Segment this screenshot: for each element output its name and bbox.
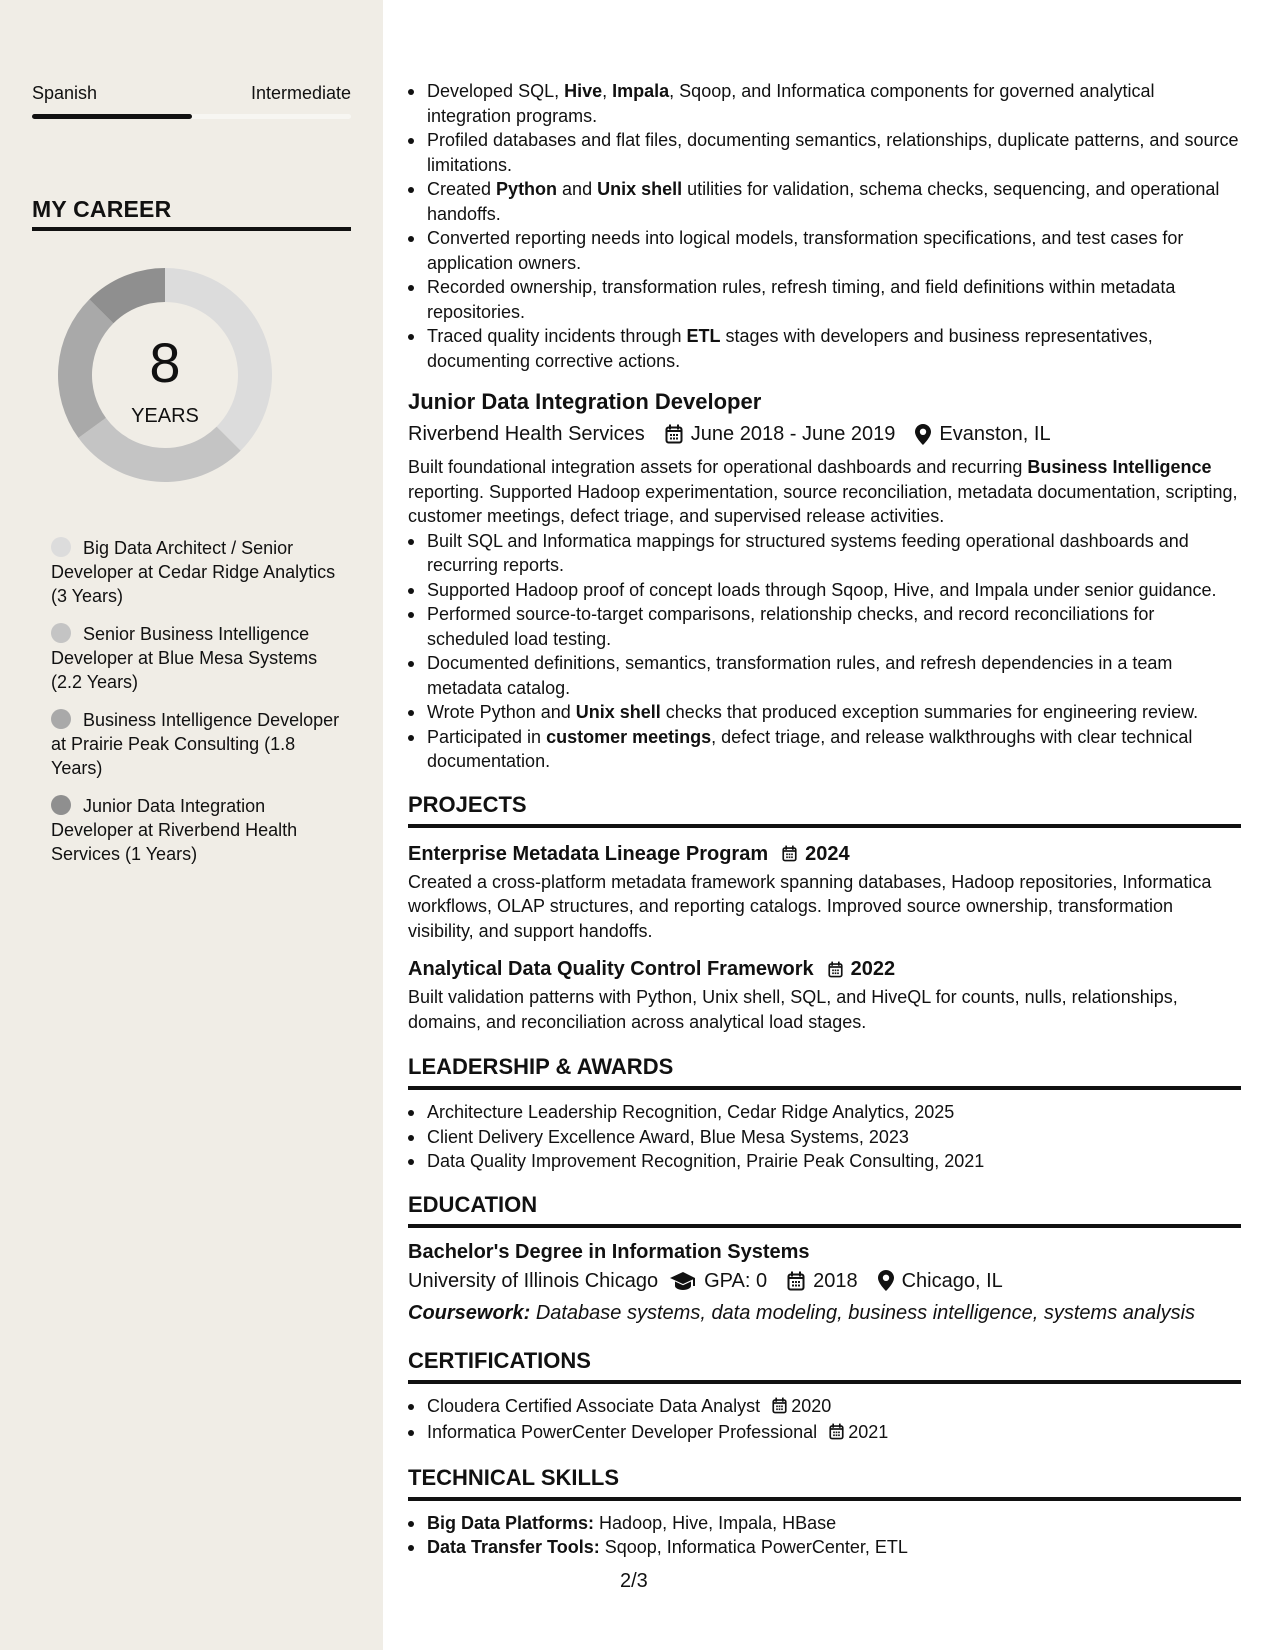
job-location: Evanston, IL xyxy=(939,423,1051,445)
project-title-row xyxy=(408,840,1241,868)
language-level: Intermediate xyxy=(250,83,351,103)
project-year: 2024 xyxy=(805,842,850,865)
awards-section-title: LEADERSHIP & AWARDS xyxy=(408,1052,1241,1090)
donut-unit: YEARS xyxy=(131,405,199,427)
education-gpa: GPA: 0 xyxy=(704,1269,768,1292)
previous-job-bullet xyxy=(408,79,1241,128)
award-item: Data Quality Improvement Recognition, Prairie Peak Consulting, 2021 xyxy=(408,1149,1241,1174)
text: , xyxy=(602,81,613,101)
bold-text: Impala xyxy=(612,81,670,101)
project-year: 2022 xyxy=(850,958,896,980)
text: Wrote Python and xyxy=(427,702,576,722)
location-pin-icon xyxy=(915,424,931,445)
career-text: Senior Business Intelligence Developer at Blue Mesa Systems (2.2 Years) xyxy=(51,624,318,692)
location-pin-icon xyxy=(878,1270,894,1291)
text: , Sqoop, and Informatica components for governed analytical integration programs. xyxy=(427,81,1155,126)
text: checks that produced exception summaries for engineering review. xyxy=(660,702,1199,722)
donut-value: 8 xyxy=(149,331,181,394)
donut-segment xyxy=(78,418,240,482)
certification-year: 2020 xyxy=(791,1395,832,1416)
job-dates: June 2018 - June 2019 xyxy=(690,423,896,445)
project-description: Created a cross-platform metadata framework spanning databases, Hadoop repositories, Informatica workflows, OLAP structures, and reporting catalogs. Improved source ownership, transformation visibility, and support handoffs. xyxy=(408,871,1212,941)
career-years-donut xyxy=(52,262,278,488)
project-name: Analytical Data Quality Control Framework xyxy=(408,958,814,980)
calendar-icon xyxy=(665,424,683,444)
text: utilities for validation, schema checks, sequencing, and operational handoffs. xyxy=(427,179,1220,224)
certification-year: 2021 xyxy=(848,1422,889,1442)
text: Converted reporting needs into logical models, transformation specifications, and test cases for application owners. xyxy=(427,228,1184,273)
text: Performed source-to-target comparisons, relationship checks, and record reconciliations for scheduled load testing. xyxy=(427,604,1155,649)
job-bullet xyxy=(408,578,1241,603)
skill-label: Big Data Platforms: xyxy=(427,1512,595,1533)
skill-value: Sqoop, Informatica PowerCenter, ETL xyxy=(604,1537,908,1557)
job-bullet xyxy=(408,529,1241,578)
language-row xyxy=(32,83,351,104)
text: Supported Hadoop proof of concept loads through Sqoop, Hive, and Impala under senior guidance. xyxy=(427,579,1217,600)
text: Profiled databases and flat files, documenting semantics, relationships, duplicate patterns, and source limitations. xyxy=(427,130,1239,175)
project-name: Enterprise Metadata Lineage Program xyxy=(408,842,769,865)
coursework-label: Coursework: xyxy=(408,1301,531,1324)
project-item xyxy=(408,955,1241,1034)
career-section-title: MY CAREER xyxy=(32,196,172,222)
sidebar xyxy=(0,0,383,1650)
education-meta xyxy=(408,1266,1241,1296)
award-item: Architecture Leadership Recognition, Cedar Ridge Analytics, 2025 xyxy=(408,1100,1241,1125)
skills-list xyxy=(408,1511,1241,1560)
bold-text: Unix shell xyxy=(597,179,683,199)
previous-job-bullet xyxy=(408,324,1241,373)
career-legend-dot xyxy=(51,795,71,815)
bold-text: Business Intelligence xyxy=(1027,457,1212,477)
job-title: Junior Data Integration Developer xyxy=(408,389,762,414)
bold-text: customer meetings xyxy=(546,726,712,747)
previous-job-bullets xyxy=(408,79,1241,373)
education-degree: Bachelor's Degree in Information Systems xyxy=(408,1240,810,1263)
calendar-icon xyxy=(828,961,843,978)
certification-item xyxy=(408,1420,1241,1447)
skill-value: Hadoop, Hive, Impala, HBase xyxy=(599,1512,837,1533)
previous-job-bullet xyxy=(408,275,1241,324)
skill-item xyxy=(408,1535,1241,1560)
previous-job-bullet xyxy=(408,128,1241,177)
award-item: Client Delivery Excellence Award, Blue Mesa Systems, 2023 xyxy=(408,1125,1241,1150)
awards-list xyxy=(408,1100,1241,1174)
certifications-section-title: CERTIFICATIONS xyxy=(408,1346,1241,1384)
bold-text: Hive xyxy=(564,81,603,101)
projects-list xyxy=(408,840,1241,1035)
career-legend-dot xyxy=(51,623,71,643)
projects-section-title: PROJECTS xyxy=(408,790,1241,828)
job-bullet xyxy=(408,700,1241,725)
text: Created xyxy=(427,179,497,199)
calendar-icon xyxy=(829,1422,844,1447)
job-company: Riverbend Health Services xyxy=(408,423,645,445)
career-item xyxy=(51,794,341,866)
text: stages with developers and business representatives, documenting corrective actions. xyxy=(427,326,1153,371)
text: Participated in xyxy=(427,726,547,747)
job-bullet xyxy=(408,602,1241,651)
language-proficiency-bar xyxy=(32,114,351,119)
certification-name: Cloudera Certified Associate Data Analyst xyxy=(427,1395,761,1416)
certifications-list xyxy=(408,1394,1241,1447)
graduation-cap-icon xyxy=(670,1272,696,1290)
bold-text: Python xyxy=(496,179,558,199)
career-list xyxy=(51,536,341,880)
text: and xyxy=(557,179,598,199)
project-title-row xyxy=(408,955,1241,983)
text: Traced quality incidents through xyxy=(427,326,687,346)
career-text: Big Data Architect / Senior Developer at Cedar Ridge Analytics (3 Years) xyxy=(51,538,336,606)
text: Built foundational integration assets for operational dashboards and recurring xyxy=(408,457,1028,477)
job-bullet xyxy=(408,651,1241,700)
job-meta xyxy=(408,419,1241,449)
text: Documented definitions, semantics, transformation rules, and refresh dependencies in a team metadata catalog. xyxy=(427,653,1173,698)
education-school: University of Illinois Chicago xyxy=(408,1269,659,1292)
career-text: Business Intelligence Developer at Prairie Peak Consulting (1.8 Years) xyxy=(51,710,340,778)
text: Built SQL and Informatica mappings for structured systems feeding operational dashboards and recurring reports. xyxy=(427,530,1189,575)
text: reporting. Supported Hadoop experimentation, source reconciliation, metadata documentation, scripting, customer meetings, defect triage, and supervised release activities. xyxy=(408,481,1238,526)
education-coursework xyxy=(408,1298,1241,1328)
certification-item xyxy=(408,1394,1241,1421)
job-bullets xyxy=(408,529,1241,774)
job-summary xyxy=(408,455,1241,529)
text: Recorded ownership, transformation rules, refresh timing, and field definitions within metadata repositories. xyxy=(427,277,1176,322)
coursework-text: Database systems, data modeling, business intelligence, systems analysis xyxy=(535,1301,1196,1324)
career-legend-dot xyxy=(51,709,71,729)
page-number: 2/3 xyxy=(620,1570,648,1592)
job-bullet xyxy=(408,725,1241,774)
calendar-icon xyxy=(787,1271,805,1291)
text: Developed SQL, xyxy=(427,81,565,101)
career-item xyxy=(51,536,341,608)
education-location: Chicago, IL xyxy=(901,1269,1003,1292)
education-year: 2018 xyxy=(813,1269,858,1292)
career-item xyxy=(51,708,341,780)
donut-segment xyxy=(58,299,113,438)
career-text: Junior Data Integration Developer at Riverbend Health Services (1 Years) xyxy=(51,796,298,864)
text: , defect triage, and release walkthroughs with clear technical documentation. xyxy=(427,726,1193,771)
previous-job-bullet xyxy=(408,177,1241,226)
skill-item xyxy=(408,1511,1241,1536)
project-item xyxy=(408,840,1241,944)
language-name: Spanish xyxy=(32,83,98,103)
career-section-rule xyxy=(32,227,351,231)
skill-label: Data Transfer Tools: xyxy=(427,1537,600,1557)
main-content xyxy=(408,0,1241,1650)
calendar-icon xyxy=(772,1396,787,1421)
calendar-icon xyxy=(782,845,797,862)
bold-text: Unix shell xyxy=(575,702,661,722)
language-proficiency-fill xyxy=(32,114,192,119)
skills-section-title: TECHNICAL SKILLS xyxy=(408,1463,1241,1501)
previous-job-bullet xyxy=(408,226,1241,275)
career-item xyxy=(51,622,341,694)
certification-name: Informatica PowerCenter Developer Professional xyxy=(427,1422,818,1442)
bold-text: ETL xyxy=(686,326,721,346)
project-description: Built validation patterns with Python, Unix shell, SQL, and HiveQL for counts, nulls, relationships, domains, and reconciliation across analytical load stages. xyxy=(408,987,1178,1032)
education-section-title: EDUCATION xyxy=(408,1190,1241,1228)
career-legend-dot xyxy=(51,537,71,557)
